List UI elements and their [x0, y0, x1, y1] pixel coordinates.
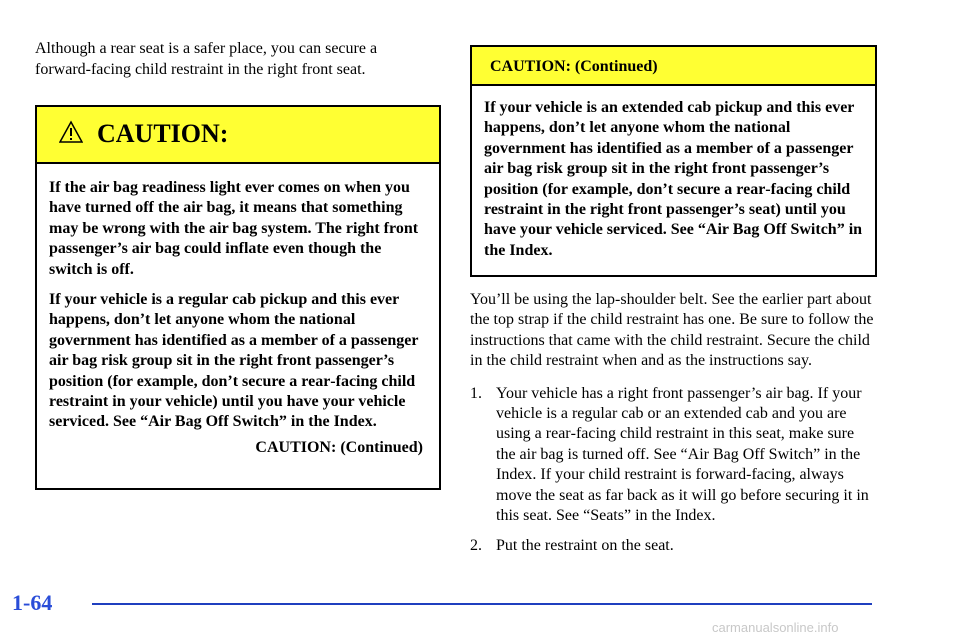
caution-paragraph-2: If your vehicle is a regular cab pickup and this ever happens, don’t let anyone whom the national government has identified as a member of a passenger air bag risk group sit in the right front passenger’s position (for example, don’t secure a rear‑facing child restraint in your vehicle) until you have your vehicle serviced. See “Air Bag Off Switch” in the Index.: [49, 291, 419, 431]
step-text: Your vehicle has a right front passenger’s air bag. If your vehicle is a regular cab or an extended cab and you are using a rear‑facing child restraint in this seat, make sure the air bag is turned off. See “Air Bag Off Switch” in the Index. If your child restraint is forward‑facing, always move the seat as far back as it will go before securing it in this seat. See “Seats” in the Index.: [496, 384, 869, 525]
footer-rule: [92, 603, 872, 605]
caution-header: [37, 107, 439, 164]
steps-list: [470, 384, 877, 557]
caution-continued-paragraph: If your vehicle is an extended cab pickup and this ever happens, don’t let anyone whom the national government has identified as a member of a passenger air bag risk group sit in the right front passenger’s position (for example, don’t secure a rear‑facing child restraint in the right front passenger’s seat) until you have your vehicle serviced. See “Air Bag Off Switch” in the Index.: [484, 99, 863, 259]
instructions-section: [470, 290, 877, 557]
caution-continued-title: CAUTION: (Continued): [490, 58, 658, 75]
watermark: carmanualsonline.info: [712, 620, 839, 635]
step-text: Put the restraint on the seat.: [496, 537, 674, 555]
caution-continued-header: [472, 47, 875, 86]
caution-title: CAUTION:: [97, 119, 229, 148]
intro-paragraph: Although a rear seat is a safer place, you can secure a forward‑facing child restraint in the right front seat.: [35, 40, 378, 78]
step-number: 2.: [470, 537, 482, 555]
caution-continued-note: CAUTION: (Continued): [255, 438, 423, 456]
left-column: [35, 38, 441, 490]
caution-paragraph-1: If the air bag readiness light ever comes on when you have turned off the air bag, it means that something may be wrong with the air bag system. The right front passenger’s air bag could inflate even though the switch is off.: [49, 179, 419, 278]
step-number: 1.: [470, 384, 482, 402]
caution-continued-box: [470, 45, 877, 277]
caution-continued-body: [472, 86, 875, 261]
list-item: [470, 536, 877, 556]
right-column: [470, 45, 877, 567]
body-paragraph: You’ll be using the lap‑shoulder belt. See the earlier part about the top strap if the child restraint has one. Be sure to follow the instructions that came with the child restraint. Secure the child in the child restraint when and as the instructions say.: [470, 291, 874, 370]
list-item: [470, 384, 877, 527]
caution-body: [37, 164, 439, 458]
caution-box: [35, 105, 441, 490]
page-number: 1-64: [12, 590, 53, 615]
warning-triangle-icon: [59, 120, 83, 144]
